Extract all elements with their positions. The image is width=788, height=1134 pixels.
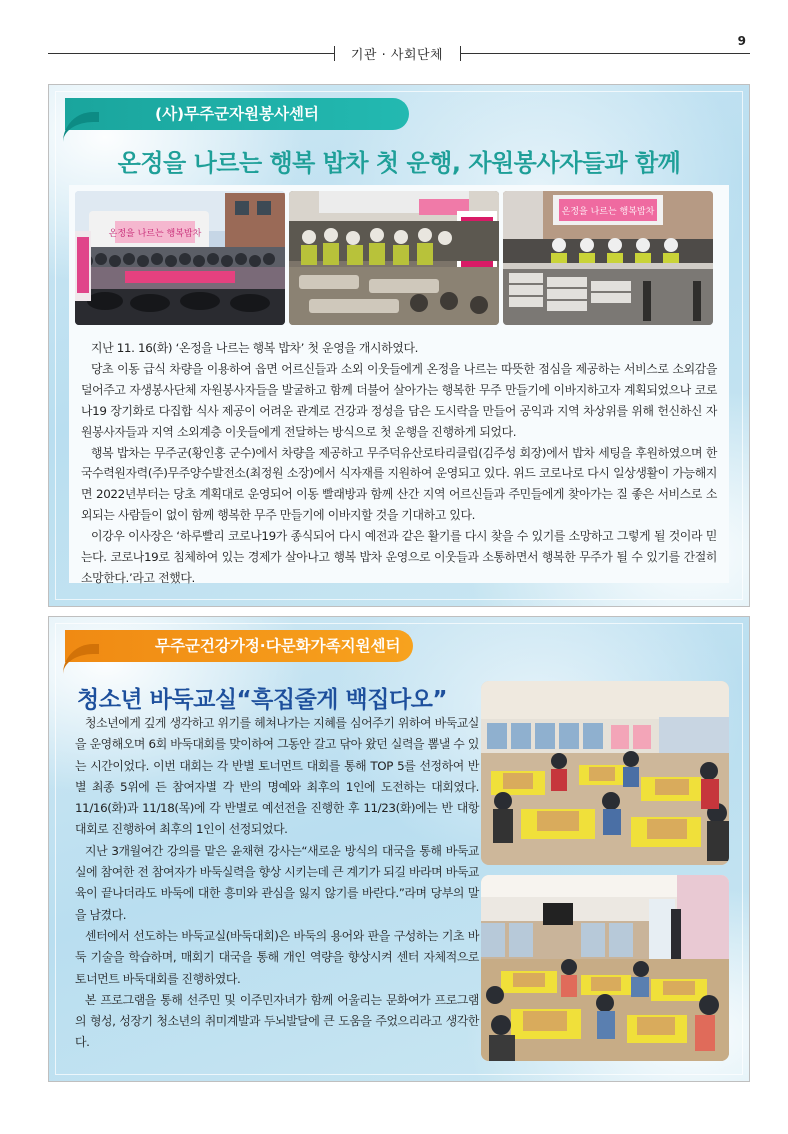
paragraph: 센터에서 선도하는 바둑교실(바둑대회)은 바둑의 용어와 판을 구성하는 기초 바둑 기술을 학습하며, 매회기 대국을 통해 개인 역량을 향상시켜 센터 자체적으로 토너먼트 바둑대회를 진행하였다. — [75, 928, 479, 986]
article-volunteer-center — [48, 84, 750, 607]
article-body — [75, 713, 479, 1054]
paragraph: 행복 밥차는 무주군(황인홍 군수)에서 차량을 제공하고 무주덕유산로타리클럽(김주성 회장)에서 밥차 세팅을 후원하였으며 한국수력원자력(주)무주양수발전소(최정원 소장)에서 식자재를 지원하여 운영되고 있다. 위드 코로나로 다시 일상생활이 가능해지면 2022년부터는 당초 계획대로 운영되어 이동 빨래방과 함께 산간 지역 어르신들과 주민들에게 찾아가는 질 좋은 서비스로 소외되는 사람들이 없이 함께 행복한 무주 만들기에 이바지할 것을 기대하고 있다. — [81, 445, 717, 523]
page-number: 9 — [737, 34, 746, 48]
page-header — [48, 34, 750, 64]
article-family-center — [48, 616, 750, 1082]
paragraph: 이강우 이사장은 ‘하루빨리 코로나19가 종식되어 다시 예전과 같은 활기를 다시 찾을 수 있기를 소망하고 그렇게 될 것이라 믿는다. 코로나19로 침체하여 있는 경제가 살아나고 행복 밥차 운영으로 이웃들과 소통하면서 행복한 무주가 될 수 있기를 간절히 소망한다.’라고 전했다. — [81, 529, 717, 585]
paragraph: 청소년에게 깊게 생각하고 위기를 헤쳐나가는 지혜를 심어주기 위하여 바둑교실을 운영해오며 6회 바둑대회를 맞이하여 그동안 갈고 닦아 왔던 실력을 뽐낼 수 있는 시간이었다. 이번 대회는 각 반별 토너먼트 대회를 통해 TOP 5를 선정하여 반별 최종 5위에 든 참여자별 각 반의 명예와 최후의 1인에 도전하는 대회였다. 11/16(화)과 11/18(목)에 각 반별로 예선전을 진행한 후 11/23(화)에는 반 대항 대회로 진행하여 최후의 1인이 선정되었다. — [75, 716, 479, 837]
photo-baduk-tournament — [481, 875, 729, 1061]
photo-baduk-class — [481, 681, 729, 865]
organization-tab: 무주군건강가정·다문화가족지원센터 — [65, 630, 413, 662]
header-rule-left — [48, 53, 334, 54]
sign-text: 온정을 나르는 행복밥차 — [561, 207, 655, 217]
article-content — [69, 185, 729, 583]
organization-tab: (사)무주군자원봉사센터 — [65, 98, 409, 130]
photo-food-truck — [503, 191, 713, 325]
photo-volunteers-group — [75, 191, 285, 325]
article-body — [81, 338, 717, 589]
article-headline: 청소년 바둑교실“흑집줄게 백집다오” — [77, 687, 448, 713]
photo-volunteers-cooking — [289, 191, 499, 325]
paragraph: 지난 11. 16(화) ‘온정을 나르는 행복 밥차’ 첫 운영을 개시하였다. — [91, 341, 419, 355]
section-title: 기관 · 사회단체 — [350, 48, 444, 63]
sign-text: 온정을 나르는 행복밥차 — [108, 229, 202, 239]
header-rule-right — [460, 53, 750, 54]
paragraph: 지난 3개월여간 강의를 맡은 윤채현 강사는“새로운 방식의 대국을 통해 바둑교실에 참여한 전 참여자가 바둑실력을 향상 시키는데 큰 계기가 되길 바라며 바둑교육이 끝나더라도 바둑에 대한 흥미와 관심을 잃지 않기를 바란다.”라며 당부의 말을 남겼다. — [75, 843, 479, 922]
paragraph: 당초 이동 급식 차량을 이용하여 읍면 어르신들과 소외 이웃들에게 온정을 나르는 따뜻한 점심을 제공하는 서비스로 소외감을 덜어주고 자생봉사단체 자원봉사자들을 발굴하고 함께 더불어 살아가는 행복한 무주 만들기에 이바지하고자 계획되었으나 코로나19 장기화로 다집합 식사 제공이 어려운 관계로 건강과 정성을 담은 도시락을 만들어 공익과 지역 차상위를 위해 헌신하신 자원봉사자들과 지역 소외계층 이웃들에게 전달하는 방식으로 첫 운행을 진행하게 되었다. — [81, 361, 717, 439]
article-headline: 온정을 나르는 행복 밥차 첫 운행, 자원봉사자들과 함께 — [117, 149, 681, 177]
paragraph: 본 프로그램을 통해 선주민 및 이주민자녀가 함께 어울리는 문화여가 프로그램의 형성, 성장기 청소년의 취미계발과 두뇌발달에 큰 도움을 주었으리라고 생각한다. — [75, 992, 479, 1050]
